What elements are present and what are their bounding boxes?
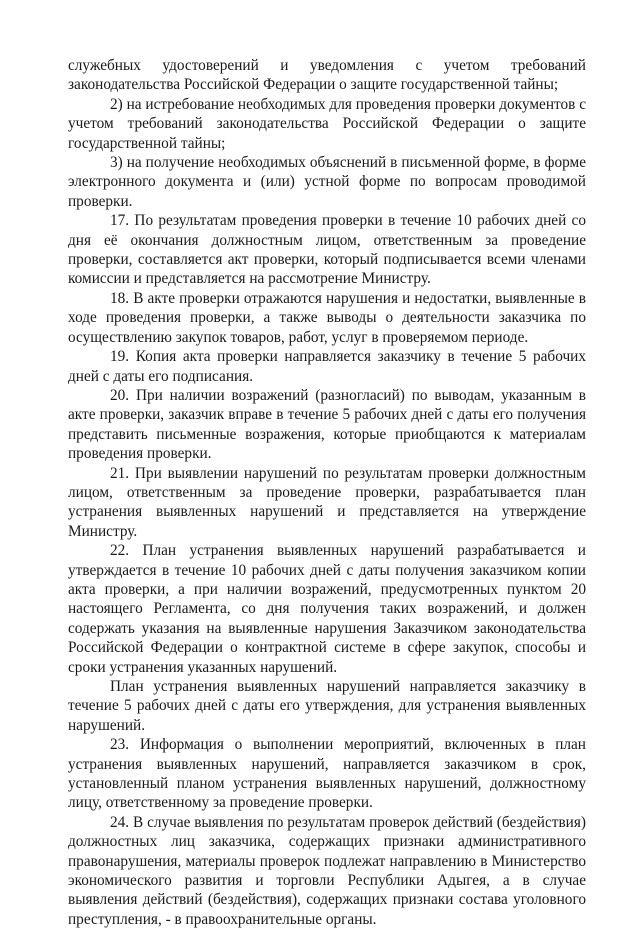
document-page bbox=[68, 56, 586, 929]
paragraph-clause-22-continuation: План устранения выявленных нарушений направляется заказчику в течение 5 рабочих дней с даты его утверждения, для устранения выявленных нарушений. bbox=[68, 678, 586, 734]
paragraph-rights-item-1-continuation: служебных удостоверений и уведомления с учетом требований законодательства Российской Федерации о защите государственной тайны; bbox=[68, 57, 586, 94]
paragraph-clause-18: 18. В акте проверки отражаются нарушения и недостатки, выявленные в ходе проведения проверки, а также выводы о деятельности заказчика по осуществлению закупок товаров, работ, услуг в проверяемом периоде. bbox=[68, 289, 586, 346]
paragraph-clause-23: 23. Информация о выполнении мероприятий, включенных в план устранения выявленных нарушений, направляется заказчиком в срок, установленный планом устранения выявленных нарушений, должностному лицу, ответственному за проведение проверки. bbox=[68, 736, 586, 812]
paragraph-rights-item-3: 3) на получение необходимых объяснений в письменной форме, в форме электронного документа и (или) устной форме по вопросам проводимой проверки. bbox=[68, 154, 586, 210]
paragraph-clause-19: 19. Копия акта проверки направляется заказчику в течение 5 рабочих дней с даты его подписания. bbox=[68, 348, 586, 385]
paragraph-clause-17: 17. По результатам проведения проверки в течение 10 рабочих дней со дня её окончания должностным лицом, ответственным за проведение проверки, составляется акт проверки, который подписывается всеми членами комиссии и представляется на рассмотрение Министру. bbox=[68, 212, 586, 288]
paragraph-clause-24: 24. В случае выявления по результатам проверок действий (бездействия) должностных лиц заказчика, содержащих признаки административного правонарушения, материалы проверок подлежат направлению в Министерство экономического развития и торговли Республики Адыгея, а в случае выявления действий (бездействия), содержащих признаки состава уголовного преступления, - в правоохранительные органы. bbox=[68, 813, 586, 928]
paragraph-clause-20: 20. При наличии возражений (разногласий) по выводам, указанным в акте проверки, заказчик вправе в течение 5 рабочих дней с даты его получения представить письменные возражения, которые приобщаются к материалам проведения проверки. bbox=[68, 386, 586, 463]
paragraph-rights-item-2: 2) на истребование необходимых для проведения проверки документов с учетом требований законодательства Российской Федерации о защите государственной тайны; bbox=[68, 95, 586, 152]
paragraph-clause-21: 21. При выявлении нарушений по результатам проверки должностным лицом, ответственным за проведение проверки, разрабатывается план устранения выявленных нарушений и представляется на утверждение Министру. bbox=[68, 464, 586, 540]
paragraph-clause-22: 22. План устранения выявленных нарушений разрабатывается и утверждается в течение 10 рабочих дней с даты получения заказчиком копии акта проверки, а при наличии возражений, предусмотренных пунктом 20 настоящего Регламента, со дня получения таких возражений, и должен содержать указания на выявленные нарушения Заказчиком законодательства Российской Федерации о контрактной системе в сфере закупок, способы и сроки устранения указанных нарушений. bbox=[68, 542, 586, 676]
